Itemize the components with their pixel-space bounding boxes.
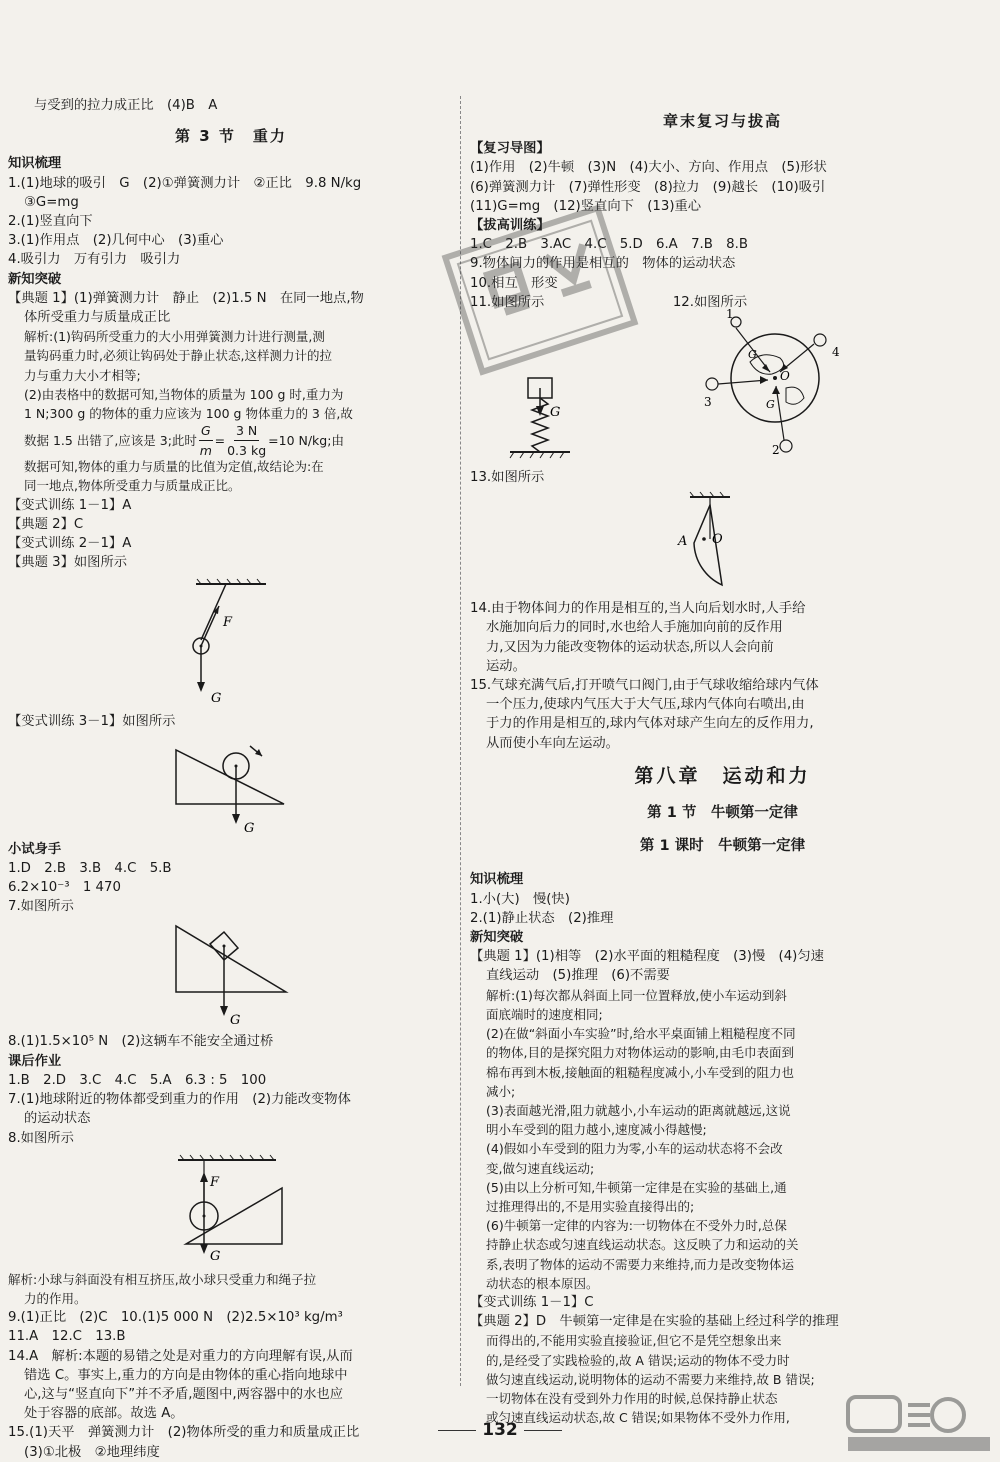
- answer-line: ③G=mg: [24, 194, 79, 210]
- answer-line: 1.B 2.D 3.C 4.C 5.A 6.3 : 5 100: [8, 1072, 267, 1088]
- explanation-line: (2)在做“斜面小车实验”时,给水平桌面铺上粗糙程度不同: [486, 1026, 796, 1042]
- right-column: [470, 96, 975, 1427]
- explanation-line: 做匀速直线运动,说明物体的运动不需要力来维持,故 B 错误;: [486, 1371, 815, 1387]
- answer-line: 【典题 2】D 牛顿第一定律是在实验的基础上经过科学的推理: [470, 1314, 839, 1330]
- explanation-line: 过推理得出的,不是用实验直接得出的;: [486, 1198, 695, 1214]
- globe-label-1: 1: [726, 308, 734, 322]
- label-g: G: [244, 820, 255, 836]
- explanation-line: 减小;: [486, 1083, 516, 1099]
- heading-fuxi: 【复习导图】: [470, 141, 550, 157]
- heading-zhishi: 知识梳理: [470, 872, 524, 888]
- left-column: [8, 96, 454, 1462]
- fraction-g-over-m: [199, 421, 213, 460]
- answer-line: 11.A 12.C 13.B: [8, 1329, 126, 1345]
- heading-bagao: 【拔高训练】: [470, 218, 550, 234]
- page-number: [430, 1420, 570, 1440]
- explanation-line: (2)由表格中的数据可知,当物体的质量为 100 g 时,重力为: [24, 386, 344, 402]
- answer-line: 【变式训练 1－1】C: [470, 1294, 594, 1310]
- explanation-line: 数据可知,物体的重力与质量的比值为定值,故结论为:在: [24, 459, 324, 475]
- explanation-line: (6)牛顿第一定律的内容为:一切物体在不受外力时,总保: [486, 1218, 787, 1234]
- figure-block-on-incline: [166, 920, 296, 1028]
- section-heading: 第 1 节 牛顿第一定律: [647, 805, 798, 822]
- answer-line: 9.物体间力的作用是相互的 物体的运动状态: [470, 256, 736, 272]
- answer-line: 1.(1)地球的吸引 G (2)①弹簧测力计 ②正比 9.8 N/kg: [8, 175, 362, 191]
- explanation-line: 解析:小球与斜面没有相互挤压,故小球只受重力和绳子拉: [8, 1271, 317, 1287]
- answer-line: 【典题 1】(1)相等 (2)水平面的粗糙程度 (3)慢 (4)匀速: [470, 949, 824, 965]
- answer-line: 8.如图所示: [8, 1130, 74, 1146]
- answer-line: (6)弹簧测力计 (7)弹性形变 (8)拉力 (9)越长 (10)吸引: [470, 179, 826, 195]
- page-number-text: 132: [482, 1420, 518, 1440]
- answer-line: 2.(1)静止状态 (2)推理: [470, 910, 614, 926]
- fraction-denominator: m: [199, 442, 212, 458]
- answer-line: 【典题 3】如图所示: [8, 555, 128, 571]
- answer-line: 13.如图所示: [470, 470, 545, 486]
- fraction-denominator: 0.3 kg: [227, 442, 267, 458]
- answer-line: 于力的作用是相互的,球内气体对球产生向左的反作用力,: [486, 716, 814, 732]
- heading-xiaoshi: 小试身手: [8, 841, 62, 857]
- answer-line: 心,这与“竖直向下”并不矛盾,题图中,两容器中的水也应: [24, 1386, 343, 1402]
- globe-label-g-top: G: [748, 348, 757, 362]
- globe-label-4: 4: [832, 345, 840, 360]
- page-number-dash: [524, 1430, 562, 1431]
- answer-line: (11)G=mg (12)竖直向下 (13)重心: [470, 198, 702, 214]
- explanation-line: (4)假如小车受到的阻力为零,小车的运动状态将不会改: [486, 1141, 783, 1157]
- answer-line: 9.(1)正比 (2)C 10.(1)5 000 N (2)2.5×10³ kg/m³: [8, 1310, 343, 1326]
- explanation-line: 解析:(1)钩码所受重力的大小用弹簧测力计进行测量,测: [24, 329, 325, 345]
- explanation-line: 一切物体在没有受到外力作用的时候,总保持静止状态: [486, 1390, 778, 1406]
- explanation-line: (5)由以上分析可知,牛顿第一定律是在实验的基础上,通: [486, 1179, 787, 1195]
- answer-line: (3)①北极 ②地理纬度: [24, 1444, 160, 1460]
- answer-line: 14.由于物体间力的作用是相互的,当人向后划水时,人手给: [470, 601, 806, 617]
- label-g: G: [230, 1013, 241, 1029]
- globe-label-2: 2: [772, 443, 780, 458]
- explanation-line: 解析:(1)每次都从斜面上同一位置释放,使小车运动到斜: [486, 987, 787, 1003]
- answer-line: 体所受重力与质量成正比: [24, 310, 171, 326]
- answer-line: 4.吸引力 万有引力 吸引力: [8, 252, 181, 268]
- site-watermark-logo: [844, 1393, 994, 1455]
- explanation-line: 系,表明了物体的运动不需要力来维持,而力是改变物体运: [486, 1256, 794, 1272]
- figure-spring-mass: [500, 312, 580, 462]
- text-line: 与受到的拉力成正比 (4)B A: [34, 98, 218, 113]
- explanation-line: 面底端时的速度相同;: [486, 1006, 603, 1022]
- answer-line: 的运动状态: [24, 1111, 91, 1127]
- answer-line: 错选 C。事实上,重力的方向是由物体的重心指向地球中: [24, 1367, 348, 1383]
- chapter-title: 第八章 运动和力: [634, 764, 811, 787]
- explanation-line: 动状态的根本原因。: [486, 1275, 599, 1291]
- equals-sign: =: [214, 432, 226, 448]
- explanation-line: 力与重力大小才相等;: [24, 367, 141, 383]
- answer-line: 1.小(大) 慢(快): [470, 891, 570, 907]
- label-f: F: [210, 1174, 220, 1190]
- explanation-line: 而得出的,不能用实验直接验证,但它不是凭空想象出来: [486, 1333, 782, 1349]
- figure-pendulum-semicircle: [660, 491, 780, 595]
- globe-label-3: 3: [704, 395, 712, 410]
- label-o: O: [712, 532, 723, 548]
- answer-line: 1.C 2.B 3.AC 4.C 5.D 6.A 7.B 8.B: [470, 237, 748, 253]
- answer-line: 15.(1)天平 弹簧测力计 (2)物体所受的重力和质量成正比: [8, 1425, 360, 1441]
- answer-line: 【变式训练 2－1】A: [8, 536, 132, 552]
- answer-line: 14.A 解析:本题的易错之处是对重力的方向理解有误,从而: [8, 1348, 353, 1364]
- section-title: 章末复习与拔高: [662, 112, 782, 130]
- explanation-line: (3)表面越光滑,阻力就越小,小车运动的距离就越远,这说: [486, 1102, 791, 1118]
- answer-line: 1.D 2.B 3.B 4.C 5.B: [8, 860, 172, 876]
- lesson-heading: 第 1 课时 牛顿第一定律: [639, 838, 806, 855]
- answer-line: 7.如图所示: [8, 899, 74, 915]
- answer-line: 处于容器的底部。故选 A。: [24, 1406, 184, 1422]
- figure-hanging-ball: [171, 576, 291, 708]
- heading-xinzhi: 新知突破: [8, 271, 62, 287]
- fraction-numerator: G: [199, 421, 213, 441]
- answer-line: 从而使小车向左运动。: [486, 735, 619, 751]
- label-g: G: [210, 1248, 221, 1264]
- explanation-line: 棉布再到木板,接触面的粗糙程度减小,小车受到的阻力也: [486, 1064, 794, 1080]
- answer-line: 【变式训练 3－1】如图所示: [8, 714, 176, 730]
- answer-text: 12.如图所示: [672, 294, 748, 310]
- fraction-numerator: 3 N: [234, 421, 259, 441]
- fraction-value: [227, 421, 266, 460]
- page-number-dash: [438, 1430, 476, 1431]
- globe-label-g-bottom: G: [766, 398, 775, 412]
- explanation-line: 同一地点,物体所受重力与质量成正比。: [24, 478, 241, 494]
- figure-ball-rope-incline: [166, 1152, 296, 1266]
- column-divider: [460, 96, 461, 1386]
- answer-line: 直线运动 (5)推理 (6)不需要: [486, 968, 670, 984]
- heading-kehou: 课后作业: [8, 1053, 62, 1069]
- explanation-line: 或匀速直线运动状态,故 C 错误;如果物体不受外力作用,: [486, 1410, 790, 1426]
- globe-label-o: O: [780, 369, 790, 384]
- explanation-line: 量钩码重力时,必须让钩码处于静止状态,这样测力计的拉: [24, 348, 332, 364]
- heading-zhishi: 知识梳理: [8, 156, 62, 172]
- answer-line: 运动。: [486, 658, 526, 674]
- label-a: A: [678, 534, 688, 550]
- label-g: G: [211, 691, 222, 707]
- heading-xinzhi: 新知突破: [470, 930, 524, 946]
- figure-ball-on-incline: [166, 736, 296, 836]
- explanation-line: 1 N;300 g 的物体的重力应该为 100 g 物体重力的 3 倍,故: [24, 406, 353, 422]
- answer-line: 【典题 2】C: [8, 516, 84, 532]
- explanation-line: 力的作用。: [24, 1290, 87, 1306]
- answer-line: 【典题 1】(1)弹簧测力计 静止 (2)1.5 N 在同一地点,物: [8, 290, 364, 306]
- explanation-line: 的,是经受了实践检验的,故 A 错误;运动的物体不受力时: [486, 1352, 790, 1368]
- label-f: F: [223, 615, 233, 631]
- figure-globe-gravity: [700, 308, 850, 468]
- answer-line: 15.气球充满气后,打开喷气口阀门,由于气球收缩给球内气体: [470, 678, 819, 694]
- explanation-line: 的物体,目的是探究阻力对物体运动的影响,由毛巾表面到: [486, 1045, 794, 1061]
- answer-line: 水施加向后力的同时,水也给人手施加向前的反作用: [486, 620, 783, 636]
- answer-line: 10.相互 形变: [470, 275, 558, 291]
- answer-line: 2.(1)竖直向下: [8, 214, 93, 230]
- answer-line: 7.(1)地球附近的物体都受到重力的作用 (2)力能改变物体: [8, 1092, 351, 1108]
- explanation-line: 持静止状态或匀速直线运动状态。这反映了力和运动的关: [486, 1237, 799, 1253]
- answer-text: 11.如图所示: [470, 294, 545, 310]
- answer-line: 8.(1)1.5×10⁵ N (2)这辆车不能安全通过桥: [8, 1034, 274, 1050]
- explanation-line: 变,做匀速直线运动;: [486, 1160, 595, 1176]
- explanation-text: =10 N/kg;由: [268, 432, 344, 448]
- answer-line: 3.(1)作用点 (2)几何中心 (3)重心: [8, 233, 224, 249]
- answer-line: 【变式训练 1－1】A: [8, 497, 132, 513]
- label-g: G: [550, 405, 561, 421]
- answer-line: 6.2×10⁻³ 1 470: [8, 880, 121, 896]
- figures-row-11-12: [470, 308, 975, 468]
- explanation-text: 数据 1.5 出错了,应该是 3;此时: [24, 432, 197, 448]
- explanation-line-fraction: [8, 423, 454, 457]
- answer-line: 一个压力,使球内气压大于大气压,球内气体向右喷出,由: [486, 697, 805, 713]
- answer-line: 力,又因为力能改变物体的运动状态,所以人会向前: [486, 639, 774, 655]
- explanation-line: 明小车受到的阻力越小,速度减小得越慢;: [486, 1122, 707, 1138]
- section-title: 第 3 节 重力: [175, 127, 287, 146]
- answer-line: (1)作用 (2)牛顿 (3)N (4)大小、方向、作用点 (5)形状: [470, 160, 827, 176]
